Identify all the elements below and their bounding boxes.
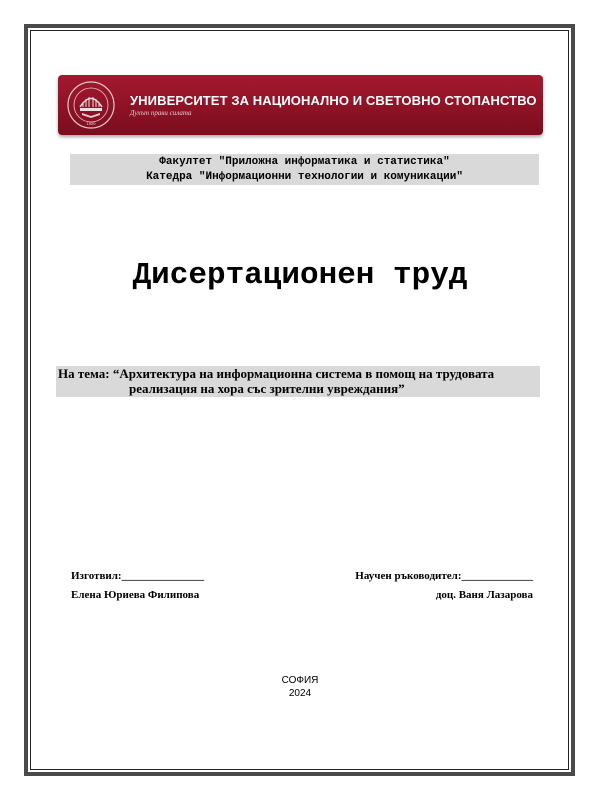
topic-line-1: На тема: “Архитектура на информационна система в помощ на трудовата xyxy=(58,366,495,381)
supervisor-name: доц. Ваня Лазарова xyxy=(435,589,533,601)
university-motto: Духът прави силата xyxy=(130,109,192,117)
page-border-inner xyxy=(30,30,569,770)
university-banner xyxy=(58,75,543,135)
author-label: Изготвил:_______________ xyxy=(71,570,205,582)
document-title: Дисертационен труд xyxy=(132,258,468,293)
topic-line-2: реализация на хора със зрителни увреждания” xyxy=(129,381,405,396)
footer-city-year xyxy=(0,674,600,700)
supervisor-label: Научен ръководител:_____________ xyxy=(355,570,533,582)
footer-year: 2024 xyxy=(288,688,312,699)
faculty-line: Факултет "Приложна информатика и статистика" xyxy=(159,156,450,168)
topic-box xyxy=(56,366,540,397)
university-name: УНИВЕРСИТЕТ ЗА НАЦИОНАЛНО И СВЕТОВНО СТОПАНСТВО xyxy=(130,93,537,108)
seal-year: 1920 xyxy=(86,121,96,126)
department-line: Катедра "Информационни технологии и комуникации" xyxy=(146,171,463,183)
author-name: Елена Юриева Филипова xyxy=(71,589,200,601)
university-seal-icon xyxy=(66,80,116,130)
footer-city: СОФИЯ xyxy=(281,675,319,686)
faculty-box xyxy=(70,154,539,185)
